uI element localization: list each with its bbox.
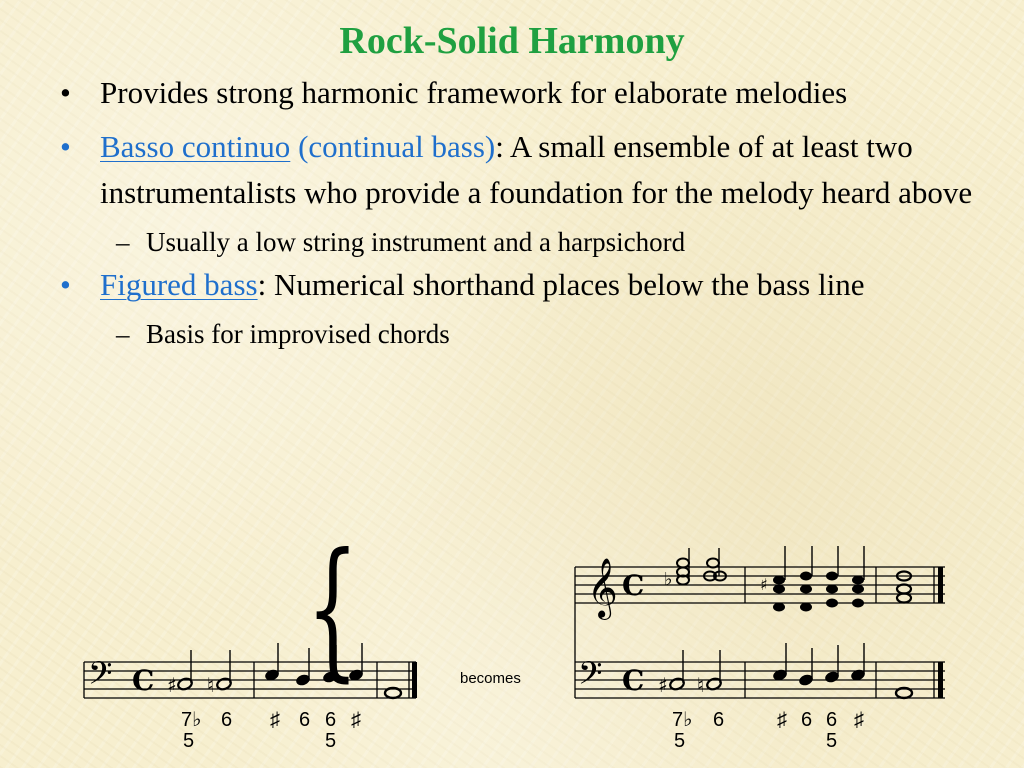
figure-top: 6 — [713, 709, 725, 731]
figure-top: 6 — [325, 709, 337, 731]
sharp-accidental: ♯ — [760, 575, 768, 594]
brace: { — [306, 521, 359, 696]
figure-top: 7♭ — [181, 709, 202, 731]
bullet-marker: • — [60, 267, 71, 302]
slide-title: Rock-Solid Harmony — [339, 20, 685, 62]
figure-top: 6 — [299, 709, 311, 731]
figure-bottom: 5 — [674, 730, 686, 752]
basso-continuo-link[interactable]: Basso continuo — [100, 129, 291, 164]
figured-bass-example — [84, 643, 417, 752]
figure-bottom: 5 — [826, 730, 838, 752]
sharp-accidental: ♯ — [167, 673, 177, 697]
figured-bass-link[interactable]: Figured bass — [100, 267, 258, 302]
figure-top: ♯ — [270, 709, 280, 731]
sub-bullet-marker: – — [116, 319, 130, 349]
figure-top: 6 — [221, 709, 233, 731]
note-half — [677, 559, 689, 568]
flat-accidental: ♭ — [664, 569, 673, 590]
time-signature-bass: C — [622, 664, 645, 697]
note-whole — [897, 585, 911, 594]
bullet-marker: • — [60, 129, 71, 164]
sub-bullet-text: Basis for improvised chords — [146, 319, 450, 349]
figured-bass-definition: : Numerical shorthand places below the bass line — [257, 267, 865, 302]
figure-top: 6 — [826, 709, 838, 731]
figure-top: ♯ — [351, 709, 361, 731]
figure-top: 7♭ — [672, 709, 693, 731]
time-signature-treble: C — [622, 569, 645, 602]
natural-accidental: ♮ — [207, 673, 215, 697]
note-half — [707, 559, 719, 568]
sub-bullet-text: Usually a low string instrument and a harpsichord — [146, 227, 686, 257]
basso-continuo-translation: (continual bass) — [298, 129, 496, 164]
basso-continuo-definition: : A small ensemble of at least two instrumentalists who provide a foundation for the melody heard above — [100, 129, 973, 210]
sharp-accidental: ♯ — [658, 673, 668, 697]
natural-accidental: ♮ — [697, 673, 705, 697]
figure-top: ♯ — [854, 709, 864, 731]
note-whole — [897, 594, 911, 603]
realized-grand-staff — [306, 521, 945, 752]
bullet-text: Provides strong harmonic framework for elaborate melodies — [100, 75, 848, 110]
figure-bottom: 5 — [183, 730, 195, 752]
treble-clef-icon: 𝄞 — [587, 558, 618, 618]
bass-clef-icon: 𝄢 — [88, 655, 113, 699]
bass-clef-icon: 𝄢 — [578, 655, 603, 699]
becomes-label: becomes — [460, 670, 521, 687]
figure-bottom: 5 — [325, 730, 337, 752]
figure-top: 6 — [801, 709, 813, 731]
figure-top: ♯ — [777, 709, 787, 731]
sub-bullet-marker: – — [116, 227, 130, 257]
bullet-marker: • — [60, 75, 71, 110]
time-signature: C — [132, 664, 155, 697]
